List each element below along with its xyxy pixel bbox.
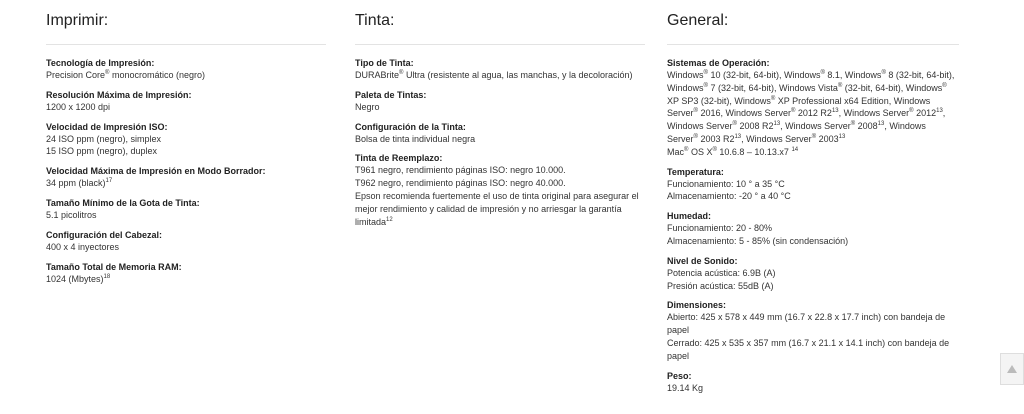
column-title: Tinta: xyxy=(355,12,395,29)
spec-text: DURABrite xyxy=(355,70,400,80)
superscript: ® xyxy=(703,70,708,76)
spec-text: 2003 xyxy=(816,133,839,144)
column-tinta xyxy=(355,0,645,235)
spec-value xyxy=(667,178,959,191)
spec-text: mejor rendimiento y calidad de impresión y no arriesgar la garantía xyxy=(355,203,622,214)
spec-value xyxy=(667,267,959,280)
spec-value xyxy=(667,133,959,146)
spec-text: 2008 xyxy=(855,121,878,132)
spec-value xyxy=(46,209,326,222)
spec-value xyxy=(667,95,959,108)
spec-value xyxy=(667,337,959,350)
spec-list xyxy=(46,57,326,285)
spec-label: Paleta de Tintas: xyxy=(355,89,427,100)
superscript: ® xyxy=(693,108,698,115)
spec-text: Potencia acústica: 6.9B (A) xyxy=(667,267,776,278)
spec-value xyxy=(355,190,645,203)
superscript: ® xyxy=(684,146,689,153)
spec-text: T961 negro, rendimiento páginas ISO: negro 10.000. xyxy=(355,165,566,176)
spec-text: Epson recomienda fuertemente el uso de tinta original para asegurar el xyxy=(355,190,639,201)
spec-text: monocromático (negro) xyxy=(109,70,205,80)
spec-item xyxy=(355,57,645,82)
superscript: ® xyxy=(732,121,737,128)
spec-text: limitada xyxy=(355,216,387,227)
spec-label: Velocidad Máxima de Impresión en Modo Borrador: xyxy=(46,166,266,177)
spec-text: 2012 xyxy=(913,108,937,119)
spec-item xyxy=(46,197,326,222)
spec-text: 19.14 Kg xyxy=(667,382,704,393)
superscript: ® xyxy=(790,108,796,115)
spec-text: Bolsa de tinta individual negra xyxy=(355,133,476,144)
superscript: ® xyxy=(909,108,914,115)
spec-label: Humedad: xyxy=(667,211,712,222)
spec-value xyxy=(355,133,645,146)
spec-text: 24 ISO ppm (negro), simplex xyxy=(46,133,162,144)
spec-text: papel xyxy=(667,325,690,336)
spec-value xyxy=(46,69,326,82)
spec-item xyxy=(355,121,645,146)
spec-text: 1024 (Mbytes) xyxy=(46,273,104,284)
superscript: 13 xyxy=(936,108,943,115)
spec-value xyxy=(667,311,959,324)
spec-value xyxy=(355,69,645,82)
superscript: ® xyxy=(837,82,843,89)
spec-text: 10 (32-bit, 64-bit), Windows xyxy=(707,70,821,80)
spec-value xyxy=(46,133,326,146)
spec-text: , Windows Server xyxy=(741,133,812,144)
superscript: 17 xyxy=(105,178,113,185)
spec-value xyxy=(46,101,326,114)
spec-text: 8.1, Windows xyxy=(824,70,882,80)
spec-value xyxy=(667,190,959,203)
superscript: 13 xyxy=(734,133,742,140)
spec-text: T962 negro, rendimiento páginas ISO: negro 40.000. xyxy=(355,178,566,189)
spec-text: Presión acústica: 55dB (A) xyxy=(667,280,774,291)
spec-text: Abierto: 425 x 578 x 449 mm (16.7 x 22.8 x 17.7 inch) con bandeja de xyxy=(667,312,946,323)
spec-list xyxy=(355,57,645,228)
superscript: ® xyxy=(942,82,947,89)
spec-item xyxy=(46,261,326,286)
spec-value xyxy=(46,177,326,190)
divider xyxy=(355,44,645,45)
scroll-to-top-button[interactable] xyxy=(1000,353,1024,385)
spec-value xyxy=(667,324,959,337)
spec-value xyxy=(355,203,645,216)
spec-value xyxy=(667,235,959,248)
spec-text: 10.6.8 – 10.13.x7 xyxy=(716,146,792,157)
spec-label: Sistemas de Operación: xyxy=(667,58,770,68)
spec-label: Velocidad de Impresión ISO: xyxy=(46,121,168,132)
spec-text: Windows xyxy=(667,82,704,93)
superscript: 13 xyxy=(877,121,885,128)
divider xyxy=(667,44,959,45)
column-title: Imprimir: xyxy=(46,12,109,29)
spec-item xyxy=(667,255,959,293)
spec-value xyxy=(355,164,645,177)
spec-item xyxy=(355,89,645,114)
spec-text: , Windows xyxy=(884,121,926,132)
spec-text: 2008 R2 xyxy=(736,121,774,132)
spec-text: OS X xyxy=(688,146,713,157)
spec-item xyxy=(667,210,959,248)
spec-text: 1200 x 1200 dpi xyxy=(46,101,111,112)
superscript: 13 xyxy=(773,121,781,128)
spec-text: Cerrado: 425 x 535 x 357 mm (16.7 x 21.1 x 14.1 inch) con bandeja de xyxy=(667,337,950,348)
superscript: ® xyxy=(881,70,886,76)
spec-label: Tipo de Tinta: xyxy=(355,58,414,68)
spec-text: , Windows Server xyxy=(838,108,910,119)
spec-text: Windows xyxy=(667,70,704,80)
superscript: ® xyxy=(693,133,698,140)
spec-value xyxy=(667,107,959,120)
spec-item xyxy=(46,121,326,159)
spec-item xyxy=(667,370,959,395)
spec-value xyxy=(667,146,959,159)
spec-label: Tecnología de Impresión: xyxy=(46,58,155,68)
spec-text: 2012 R2 xyxy=(795,108,832,119)
spec-label: Temperatura: xyxy=(667,166,724,177)
spec-value xyxy=(355,101,645,114)
chevron-up-icon xyxy=(1007,365,1017,373)
spec-text: Mac xyxy=(667,146,685,157)
superscript: ® xyxy=(770,95,776,102)
spec-label: Peso: xyxy=(667,370,692,381)
spec-text: 34 ppm (black) xyxy=(46,178,106,189)
spec-text: XP SP3 (32-bit), Windows xyxy=(667,95,771,106)
spec-text: papel xyxy=(667,350,690,361)
spec-text: 400 x 4 inyectores xyxy=(46,241,120,252)
spec-value xyxy=(667,69,959,82)
spec-text: Ultra (resistente al agua, las manchas, y la decoloración) xyxy=(403,70,633,80)
spec-text: Server xyxy=(667,133,694,144)
superscript: 13 xyxy=(838,133,846,140)
spec-text: 2016, Windows Server xyxy=(697,108,791,119)
spec-value xyxy=(46,241,326,254)
spec-text: Funcionamiento: 10 ° a 35 °C xyxy=(667,178,785,189)
spec-item xyxy=(667,299,959,362)
spec-text: 2003 R2 xyxy=(697,133,735,144)
spec-text: , Windows Server xyxy=(780,121,851,132)
spec-item xyxy=(667,166,959,204)
spec-value xyxy=(667,82,959,95)
spec-value xyxy=(667,120,959,133)
column-imprimir xyxy=(46,0,326,292)
spec-label: Configuración de la Tinta: xyxy=(355,121,466,132)
spec-value xyxy=(46,273,326,286)
spec-label: Dimensiones: xyxy=(667,300,727,311)
spec-item xyxy=(46,57,326,82)
superscript: ® xyxy=(399,70,404,76)
spec-text: 15 ISO ppm (negro), duplex xyxy=(46,146,158,157)
superscript: 18 xyxy=(103,273,111,280)
column-general xyxy=(667,0,959,401)
spec-value xyxy=(355,177,645,190)
column-title: General: xyxy=(667,12,729,29)
spec-value xyxy=(355,216,645,229)
spec-label: Tamaño Total de Memoria RAM: xyxy=(46,261,182,272)
divider xyxy=(46,44,326,45)
spec-item xyxy=(46,165,326,190)
spec-text: , xyxy=(942,108,946,119)
spec-text: 8 (32-bit, 64-bit), xyxy=(885,70,955,80)
spec-item xyxy=(46,89,326,114)
superscript: ® xyxy=(811,133,817,140)
spec-label: Configuración del Cabezal: xyxy=(46,229,163,240)
spec-text: 7 (32-bit, 64-bit), Windows Vista xyxy=(707,82,838,93)
spec-value xyxy=(667,382,959,395)
superscript: ® xyxy=(105,70,110,76)
spec-label: Nivel de Sonido: xyxy=(667,255,738,266)
superscript: ® xyxy=(712,146,717,153)
spec-value xyxy=(667,222,959,235)
spec-value xyxy=(667,280,959,293)
spec-value xyxy=(667,350,959,363)
spec-text: Almacenamiento: 5 - 85% (sin condensación) xyxy=(667,235,849,246)
spec-value xyxy=(46,145,326,158)
superscript: 12 xyxy=(386,216,393,223)
spec-text: Server xyxy=(667,108,694,119)
spec-item xyxy=(46,229,326,254)
spec-text: Windows Server xyxy=(667,121,733,132)
spec-text: Precision Core xyxy=(46,70,106,80)
spec-label: Resolución Máxima de Impresión: xyxy=(46,89,192,100)
superscript: 13 xyxy=(831,108,839,115)
superscript: ® xyxy=(820,70,825,76)
spec-text: (32-bit, 64-bit), Windows xyxy=(842,82,943,93)
spec-text: Almacenamiento: -20 ° a 40 °C xyxy=(667,191,791,202)
superscript: ® xyxy=(850,121,856,128)
spec-text: Negro xyxy=(355,101,380,112)
spec-label: Tinta de Reemplazo: xyxy=(355,153,443,164)
spec-text: Funcionamiento: 20 - 80% xyxy=(667,223,773,234)
spec-text: XP Professional x64 Edition, Windows xyxy=(775,95,931,106)
spec-item xyxy=(355,152,645,228)
superscript: 14 xyxy=(791,146,799,153)
spec-list xyxy=(667,57,959,394)
spec-label: Tamaño Mínimo de la Gota de Tinta: xyxy=(46,197,200,208)
spec-item xyxy=(667,57,959,159)
spec-text: 5.1 picolitros xyxy=(46,209,97,220)
superscript: ® xyxy=(703,82,708,89)
